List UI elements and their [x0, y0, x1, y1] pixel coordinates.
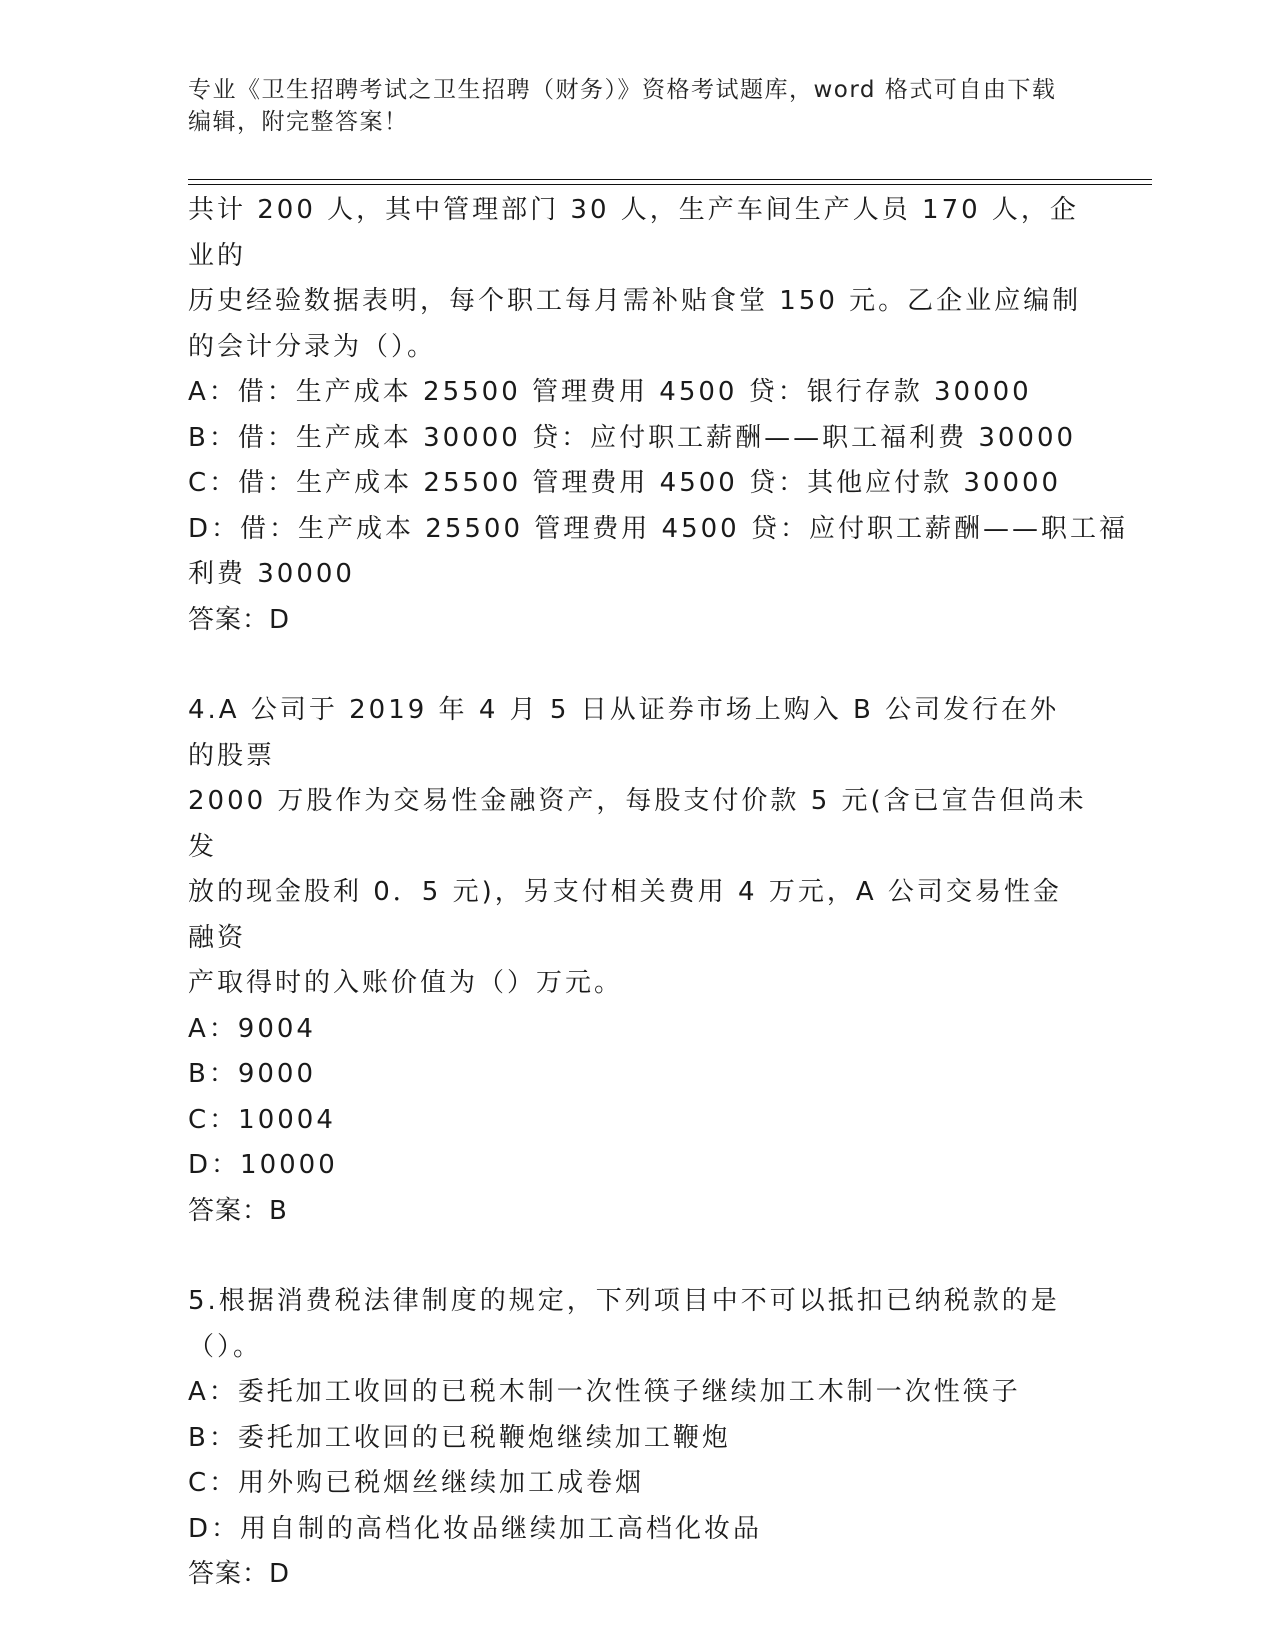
- header-divider-top: [188, 179, 1152, 180]
- spacer: [188, 1234, 1088, 1279]
- question-3: [188, 188, 1128, 643]
- option-a: A：委托加工收回的已税木制一次性筷子继续加工木制一次性筷子: [188, 1377, 1021, 1407]
- document-body: [188, 188, 1128, 1598]
- answer-label: 答案：B: [188, 1195, 288, 1226]
- answer-label: 答案：D: [188, 604, 291, 635]
- spacer: [188, 643, 1088, 688]
- question-stem-line: 的会计分录为（）。: [188, 331, 437, 362]
- answer-label: 答案：D: [188, 1559, 291, 1589]
- option-b: B：9000: [188, 1059, 317, 1089]
- question-stem-line: 历史经验数据表明，每个职工每月需补贴食堂 150 元。乙企业应编制: [188, 286, 1082, 316]
- option-b: B：借：生产成本 30000 贷：应付职工薪酬——职工福利费 30000: [188, 422, 1077, 453]
- header-divider-bottom: [188, 184, 1152, 185]
- question-5: [188, 1279, 1088, 1598]
- question-stem-line: 放的现金股利 0．5 元)，另支付相关费用 4 万元，A 公司交易性金融资: [188, 877, 1062, 953]
- option-c: C：用外购已税烟丝继续加工成卷烟: [188, 1468, 645, 1498]
- question-4: [188, 688, 1088, 1234]
- question-stem-line: 4.A 公司于 2019 年 4 月 5 日从证券市场上购入 B 公司发行在外的股票: [188, 695, 1060, 771]
- question-stem-line: （）。: [188, 1331, 263, 1362]
- question-stem-line: 5.根据消费税法律制度的规定，下列项目中不可以抵扣已纳税款的是: [188, 1286, 1060, 1316]
- option-c: C：借：生产成本 25500 管理费用 4500 贷：其他应付款 30000: [188, 468, 1062, 498]
- option-d: D：10000: [188, 1150, 338, 1180]
- option-a: A：借：生产成本 25500 管理费用 4500 贷：银行存款 30000: [188, 377, 1032, 407]
- header-line-2: 编辑，附完整答案！: [188, 109, 409, 135]
- question-stem-line: 共计 200 人，其中管理部门 30 人，生产车间生产人员 170 人，企业的: [188, 195, 1079, 271]
- question-stem-line: 2000 万股作为交易性金融资产，每股支付价款 5 元(含已宣告但尚未发: [188, 786, 1087, 862]
- document-header: [188, 74, 1068, 138]
- option-d-continued: 利费 30000: [188, 559, 355, 589]
- option-c: C：10004: [188, 1104, 336, 1135]
- option-d: D：用自制的高档化妆品继续加工高档化妆品: [188, 1513, 763, 1544]
- option-d: D：借：生产成本 25500 管理费用 4500 贷：应付职工薪酬——职工福: [188, 513, 1128, 544]
- option-b: B：委托加工收回的已税鞭炮继续加工鞭炮: [188, 1422, 731, 1453]
- question-stem-line: 产取得时的入账价值为（）万元。: [188, 968, 624, 998]
- header-line-1: 专业《卫生招聘考试之卫生招聘（财务）》资格考试题库，word 格式可自由下载: [188, 77, 1057, 103]
- option-a: A：9004: [188, 1013, 316, 1044]
